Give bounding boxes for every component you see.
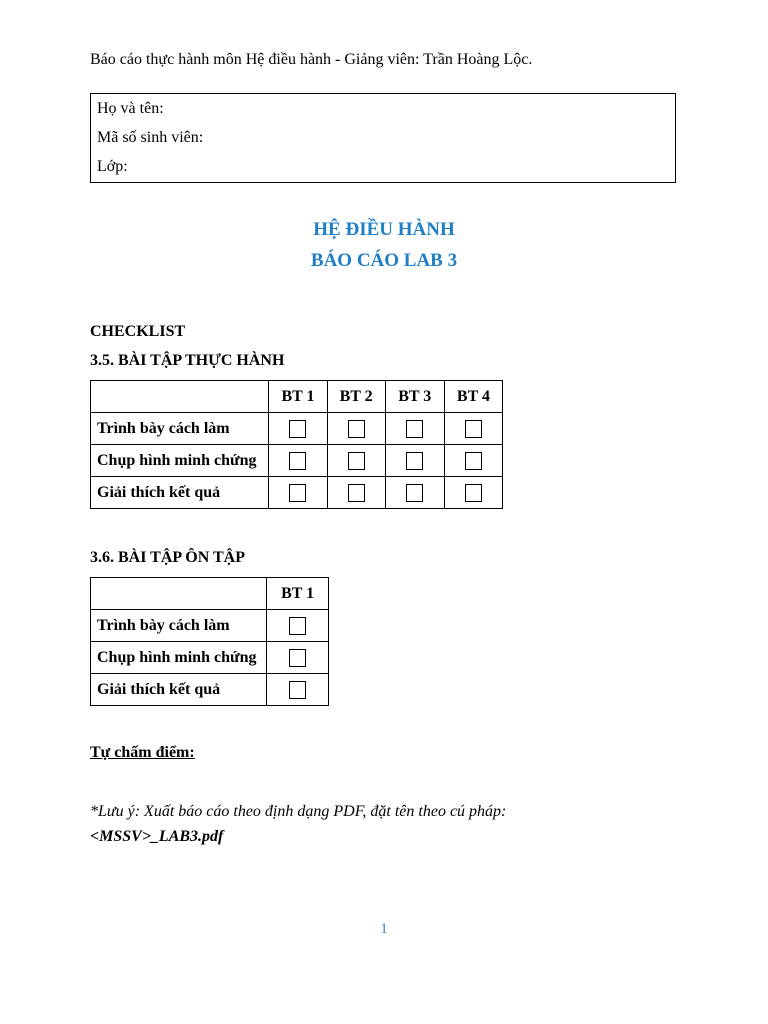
section-3-5-heading: 3.5. BÀI TẬP THỰC HÀNH (90, 352, 285, 369)
review-checklist-table (90, 577, 329, 706)
practice-checklist-table (90, 380, 503, 509)
checkbox[interactable] (406, 484, 423, 502)
checkbox[interactable] (348, 452, 365, 470)
self-grade-label: Tự chấm điểm: (90, 744, 195, 761)
row-label: Trình bày cách làm (91, 413, 269, 445)
table-row (91, 413, 503, 445)
checkbox[interactable] (465, 484, 482, 502)
table-header-row (91, 381, 503, 413)
course-header: Báo cáo thực hành môn Hệ điều hành - Giảng viên: Trần Hoàng Lộc. (90, 51, 533, 68)
checkbox[interactable] (289, 649, 306, 667)
table-corner-cell (91, 578, 267, 610)
column-header: BT 1 (269, 381, 327, 413)
column-header: BT 1 (267, 578, 329, 610)
table-corner-cell (91, 381, 269, 413)
checkbox[interactable] (348, 484, 365, 502)
checkbox[interactable] (289, 681, 306, 699)
submission-filename: <MSSV>_LAB3.pdf (90, 828, 224, 845)
row-label: Giải thích kết quả (91, 477, 269, 509)
row-label: Chụp hình minh chứng (91, 642, 267, 674)
row-label: Chụp hình minh chứng (91, 445, 269, 477)
checkbox[interactable] (289, 617, 306, 635)
student-id-field-label: Mã số sinh viên: (97, 129, 204, 146)
checkbox[interactable] (465, 420, 482, 438)
checkbox[interactable] (348, 420, 365, 438)
page-number: 1 (380, 921, 388, 937)
row-label: Trình bày cách làm (91, 610, 267, 642)
checkbox[interactable] (406, 420, 423, 438)
class-field-label: Lớp: (97, 158, 128, 175)
table-row (91, 445, 503, 477)
checkbox[interactable] (289, 452, 306, 470)
checkbox[interactable] (465, 452, 482, 470)
checklist-heading: CHECKLIST (90, 323, 186, 340)
table-row (91, 642, 329, 674)
table-header-row (91, 578, 329, 610)
student-info-box (90, 93, 676, 183)
document-title: HỆ ĐIỀU HÀNH (313, 219, 455, 240)
column-header: BT 3 (385, 381, 444, 413)
name-field-label: Họ và tên: (97, 100, 164, 117)
document-subtitle: BÁO CÁO LAB 3 (310, 250, 458, 271)
column-header: BT 4 (444, 381, 502, 413)
checkbox[interactable] (289, 484, 306, 502)
table-row (91, 610, 329, 642)
table-row (91, 477, 503, 509)
checkbox[interactable] (289, 420, 306, 438)
section-3-6-heading: 3.6. BÀI TẬP ÔN TẬP (90, 549, 245, 566)
row-label: Giải thích kết quả (91, 674, 267, 706)
submission-note: *Lưu ý: Xuất báo cáo theo định dạng PDF, đặt tên theo cú pháp: (90, 803, 507, 820)
checkbox[interactable] (406, 452, 423, 470)
table-row (91, 674, 329, 706)
column-header: BT 2 (327, 381, 385, 413)
